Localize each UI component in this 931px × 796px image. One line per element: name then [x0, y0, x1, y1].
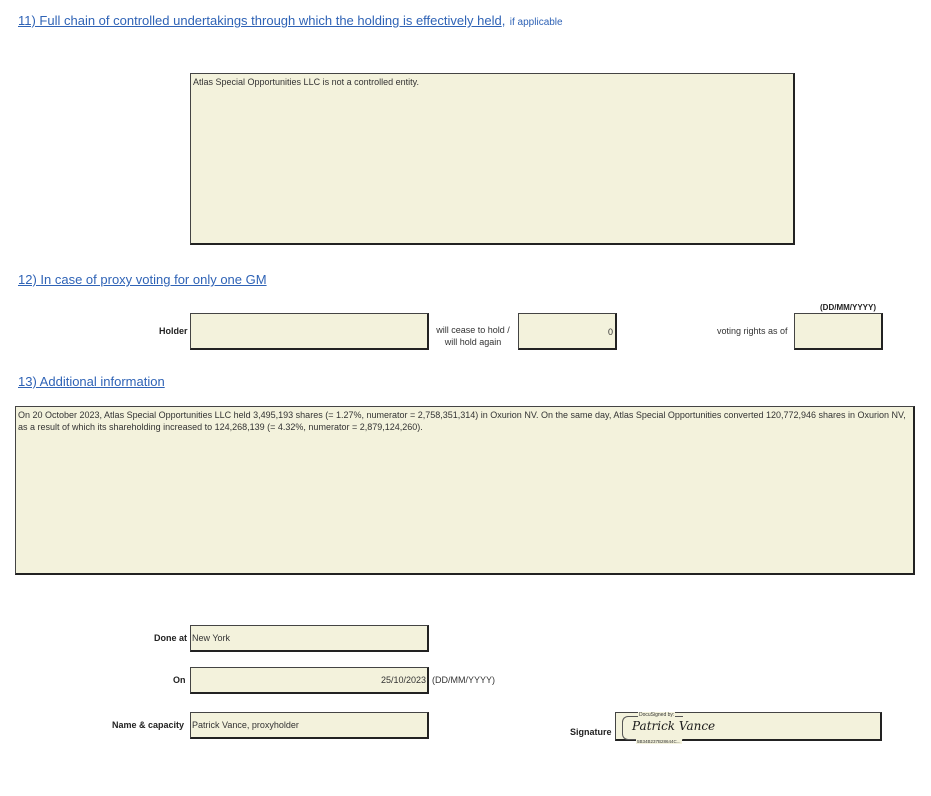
- cease-hold-label-line1: will cease to hold /: [436, 325, 510, 335]
- name-capacity-label: Name & capacity: [112, 720, 185, 730]
- name-capacity-value: Patrick Vance, proxyholder: [192, 720, 299, 730]
- done-at-field[interactable]: [190, 625, 429, 652]
- docusign-header: DocuSigned by:: [639, 712, 675, 718]
- voting-rights-as-of-label: voting rights as of: [717, 326, 788, 336]
- signature-label: Signature: [570, 727, 612, 737]
- handwritten-signature: Patrick Vance: [632, 719, 716, 733]
- holder-value: [191, 314, 427, 318]
- on-date-value: 25/10/2023: [380, 675, 426, 685]
- done-at-label: Done at: [154, 633, 188, 643]
- on-label: On: [173, 675, 186, 685]
- section-11-title: 11) Full chain of controlled undertakings through which the holding is effectively held: [18, 13, 502, 28]
- name-capacity-field[interactable]: [190, 712, 429, 739]
- controlled-undertakings-text: Atlas Special Opportunities LLC is not a controlled entity.: [193, 77, 419, 87]
- voting-rights-date-value: [795, 314, 881, 318]
- holder-field[interactable]: [190, 313, 429, 350]
- signature-field[interactable]: [615, 712, 882, 744]
- holder-label: Holder: [159, 326, 188, 336]
- date-format-label: (DD/MM/YYYY): [820, 303, 876, 312]
- section-11-comma: ,: [501, 13, 506, 28]
- additional-information-field[interactable]: [15, 406, 915, 575]
- section-11-heading: [18, 12, 563, 30]
- cease-hold-label-line2: will hold again: [444, 337, 502, 347]
- on-date-format: (DD/MM/YYYY): [432, 675, 495, 685]
- section-13-title: 13) Additional information: [18, 374, 165, 389]
- section-11-note: if applicable: [509, 17, 563, 28]
- voting-rights-count-value: 0: [607, 327, 613, 337]
- controlled-undertakings-field[interactable]: [190, 73, 795, 245]
- done-at-value: New York: [192, 633, 231, 643]
- cease-hold-label: [431, 324, 515, 348]
- additional-information-text: On 20 October 2023, Atlas Special Opportunities LLC held 3,495,193 shares (= 1.27%, numerator = 2,758,351,314) in Oxurion NV. On the same day, Atlas Special Opportunities converted 120,772,946 shares in Oxurion NV, as a result of which its shareholding increased to 124,268,139 (= 4.32%, numerator = 2,879,124,260).: [18, 410, 906, 432]
- on-date-field[interactable]: [190, 667, 429, 694]
- docusign-id: 5B34B237B28644C...: [637, 739, 681, 744]
- voting-rights-date-field[interactable]: [794, 313, 883, 350]
- section-12-title: 12) In case of proxy voting for only one GM: [18, 272, 267, 287]
- voting-rights-count-field[interactable]: [518, 313, 617, 350]
